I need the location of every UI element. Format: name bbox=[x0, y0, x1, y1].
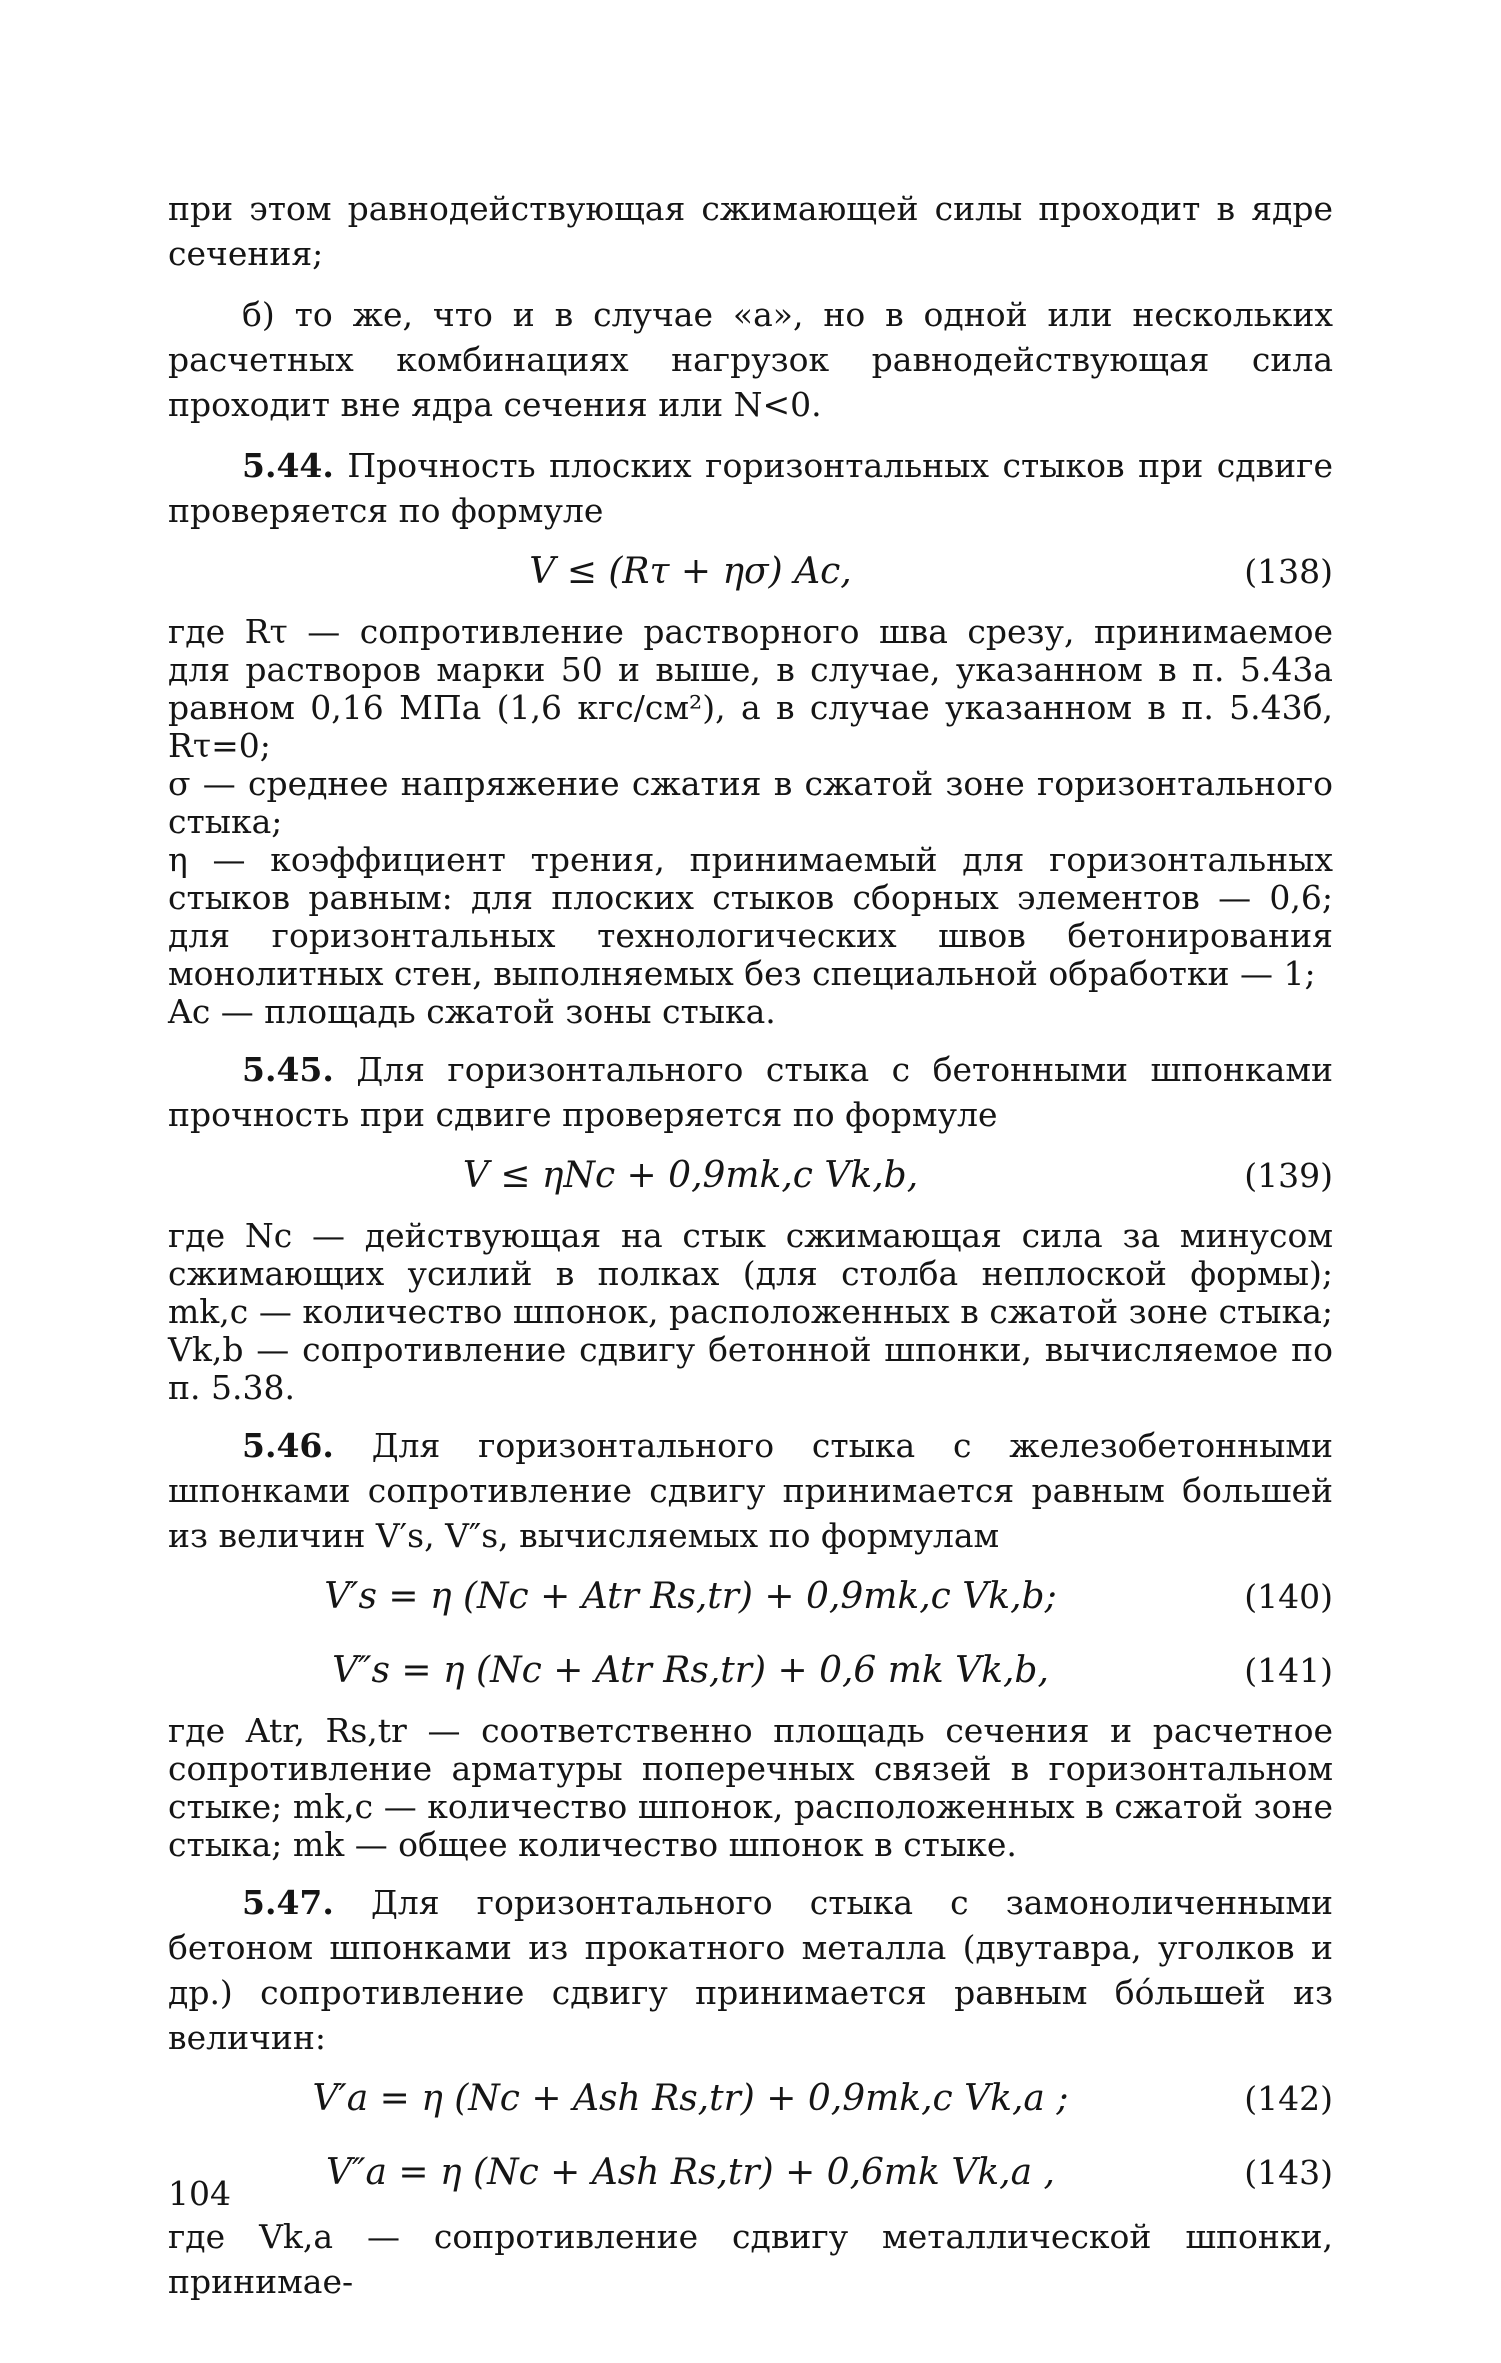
equation-number: (140) bbox=[1244, 1577, 1333, 1616]
formula-expression: V ≤ ηNc + 0,9mk,c Vk,b, bbox=[462, 1155, 919, 1196]
equation-number: (143) bbox=[1244, 2153, 1333, 2192]
equation-number: (142) bbox=[1244, 2079, 1333, 2118]
clause-text: Для горизонтального стыка с замоноличенными бетоном шпонками из прокатного металла (двутавра, уголков и др.) сопротивление сдвигу принимается равным бóльшей из величин: bbox=[168, 1883, 1333, 2057]
clause-number: 5.45. bbox=[242, 1050, 334, 1089]
formula-expression: V′s = η (Nc + Atr Rs,tr) + 0,9mk,c Vk,b; bbox=[324, 1576, 1057, 1617]
where-block-141 bbox=[168, 1712, 1333, 1864]
paragraph-5-46 bbox=[168, 1423, 1333, 1558]
formula-142 bbox=[168, 2066, 1333, 2132]
formula-141 bbox=[168, 1638, 1333, 1704]
equation-number: (141) bbox=[1244, 1651, 1333, 1690]
where-line: η — коэффициент трения, принимаемый для горизонтальных стыков равным: для плоских стыков сборных элементов — 0,6; для горизонтальных технологических швов бетонирования монолитных стен, выполняемых без специальной обработки — 1; bbox=[168, 840, 1333, 993]
where-block-139 bbox=[168, 1217, 1333, 1407]
formula-expression: V″a = η (Nc + Ash Rs,tr) + 0,6mk Vk,a , bbox=[326, 2152, 1055, 2193]
clause-text: Для горизонтального стыка с бетонными шпонками прочность при сдвиге проверяется по формуле bbox=[168, 1050, 1333, 1134]
where-line: где Rτ — сопротивление растворного шва срезу, принимаемое для растворов марки 50 и выше, в случае, указанном в п. 5.43а равном 0,16 МПа (1,6 кгс/см²), а в случае указанном в п. 5.43б, Rτ=0; bbox=[168, 612, 1333, 765]
formula-139 bbox=[168, 1143, 1333, 1209]
clause-text: Прочность плоских горизонтальных стыков при сдвиге проверяется по формуле bbox=[168, 446, 1333, 530]
formula-expression: V″s = η (Nc + Atr Rs,tr) + 0,6 mk Vk,b, bbox=[332, 1650, 1049, 1691]
paragraph-5-45 bbox=[168, 1047, 1333, 1137]
equation-number: (139) bbox=[1244, 1156, 1333, 1195]
where-line-143: где Vk,a — сопротивление сдвигу металлической шпонки, принимае- bbox=[168, 2217, 1333, 2301]
paragraph-case-b: б) то же, что и в случае «а», но в одной или нескольких расчетных комбинациях нагрузок равнодействующая сила проходит вне ядра сечения или N<0. bbox=[168, 295, 1333, 424]
formula-138 bbox=[168, 539, 1333, 605]
formula-expression: V ≤ (Rτ + ησ) Ac, bbox=[529, 551, 852, 592]
page-number: 104 bbox=[168, 2174, 231, 2213]
where-block-138 bbox=[168, 613, 1333, 1031]
page-body bbox=[168, 186, 1333, 2304]
equation-number: (138) bbox=[1244, 552, 1333, 591]
formula-expression: V′a = η (Nc + Ash Rs,tr) + 0,9mk,c Vk,a ; bbox=[312, 2078, 1069, 2119]
where-line: Ac — площадь сжатой зоны стыка. bbox=[168, 992, 776, 1031]
clause-text: Для горизонтального стыка с железобетонными шпонками сопротивление сдвигу принимается равным большей из величин V′s, V″s, вычисляемых по формулам bbox=[168, 1426, 1333, 1555]
clause-number: 5.44. bbox=[242, 446, 334, 485]
clause-number: 5.46. bbox=[242, 1426, 334, 1465]
formula-140 bbox=[168, 1564, 1333, 1630]
clause-number: 5.47. bbox=[242, 1883, 334, 1922]
where-line: σ — среднее напряжение сжатия в сжатой зоне горизонтального стыка; bbox=[168, 764, 1333, 841]
where-line: где Atr, Rs,tr — соответственно площадь сечения и расчетное сопротивление арматуры поперечных связей в горизонтальном стыке; mk,c — количество шпонок, расположенных в сжатой зоне стыка; mk — общее количество шпонок в стыке. bbox=[168, 1711, 1333, 1864]
formula-143 bbox=[168, 2140, 1333, 2206]
where-line: где Nc — действующая на стык сжимающая сила за минусом сжимающих усилий в полках (для столба неплоской формы); mk,c — количество шпонок, расположенных в сжатой зоне стыка; Vk,b — сопротивление сдвигу бетонной шпонки, вычисляемое по п. 5.38. bbox=[168, 1216, 1333, 1407]
paragraph-continuation: при этом равнодействующая сжимающей силы проходит в ядре сечения; bbox=[168, 189, 1333, 273]
paragraph-5-47 bbox=[168, 1880, 1333, 2060]
paragraph-5-44 bbox=[168, 443, 1333, 533]
